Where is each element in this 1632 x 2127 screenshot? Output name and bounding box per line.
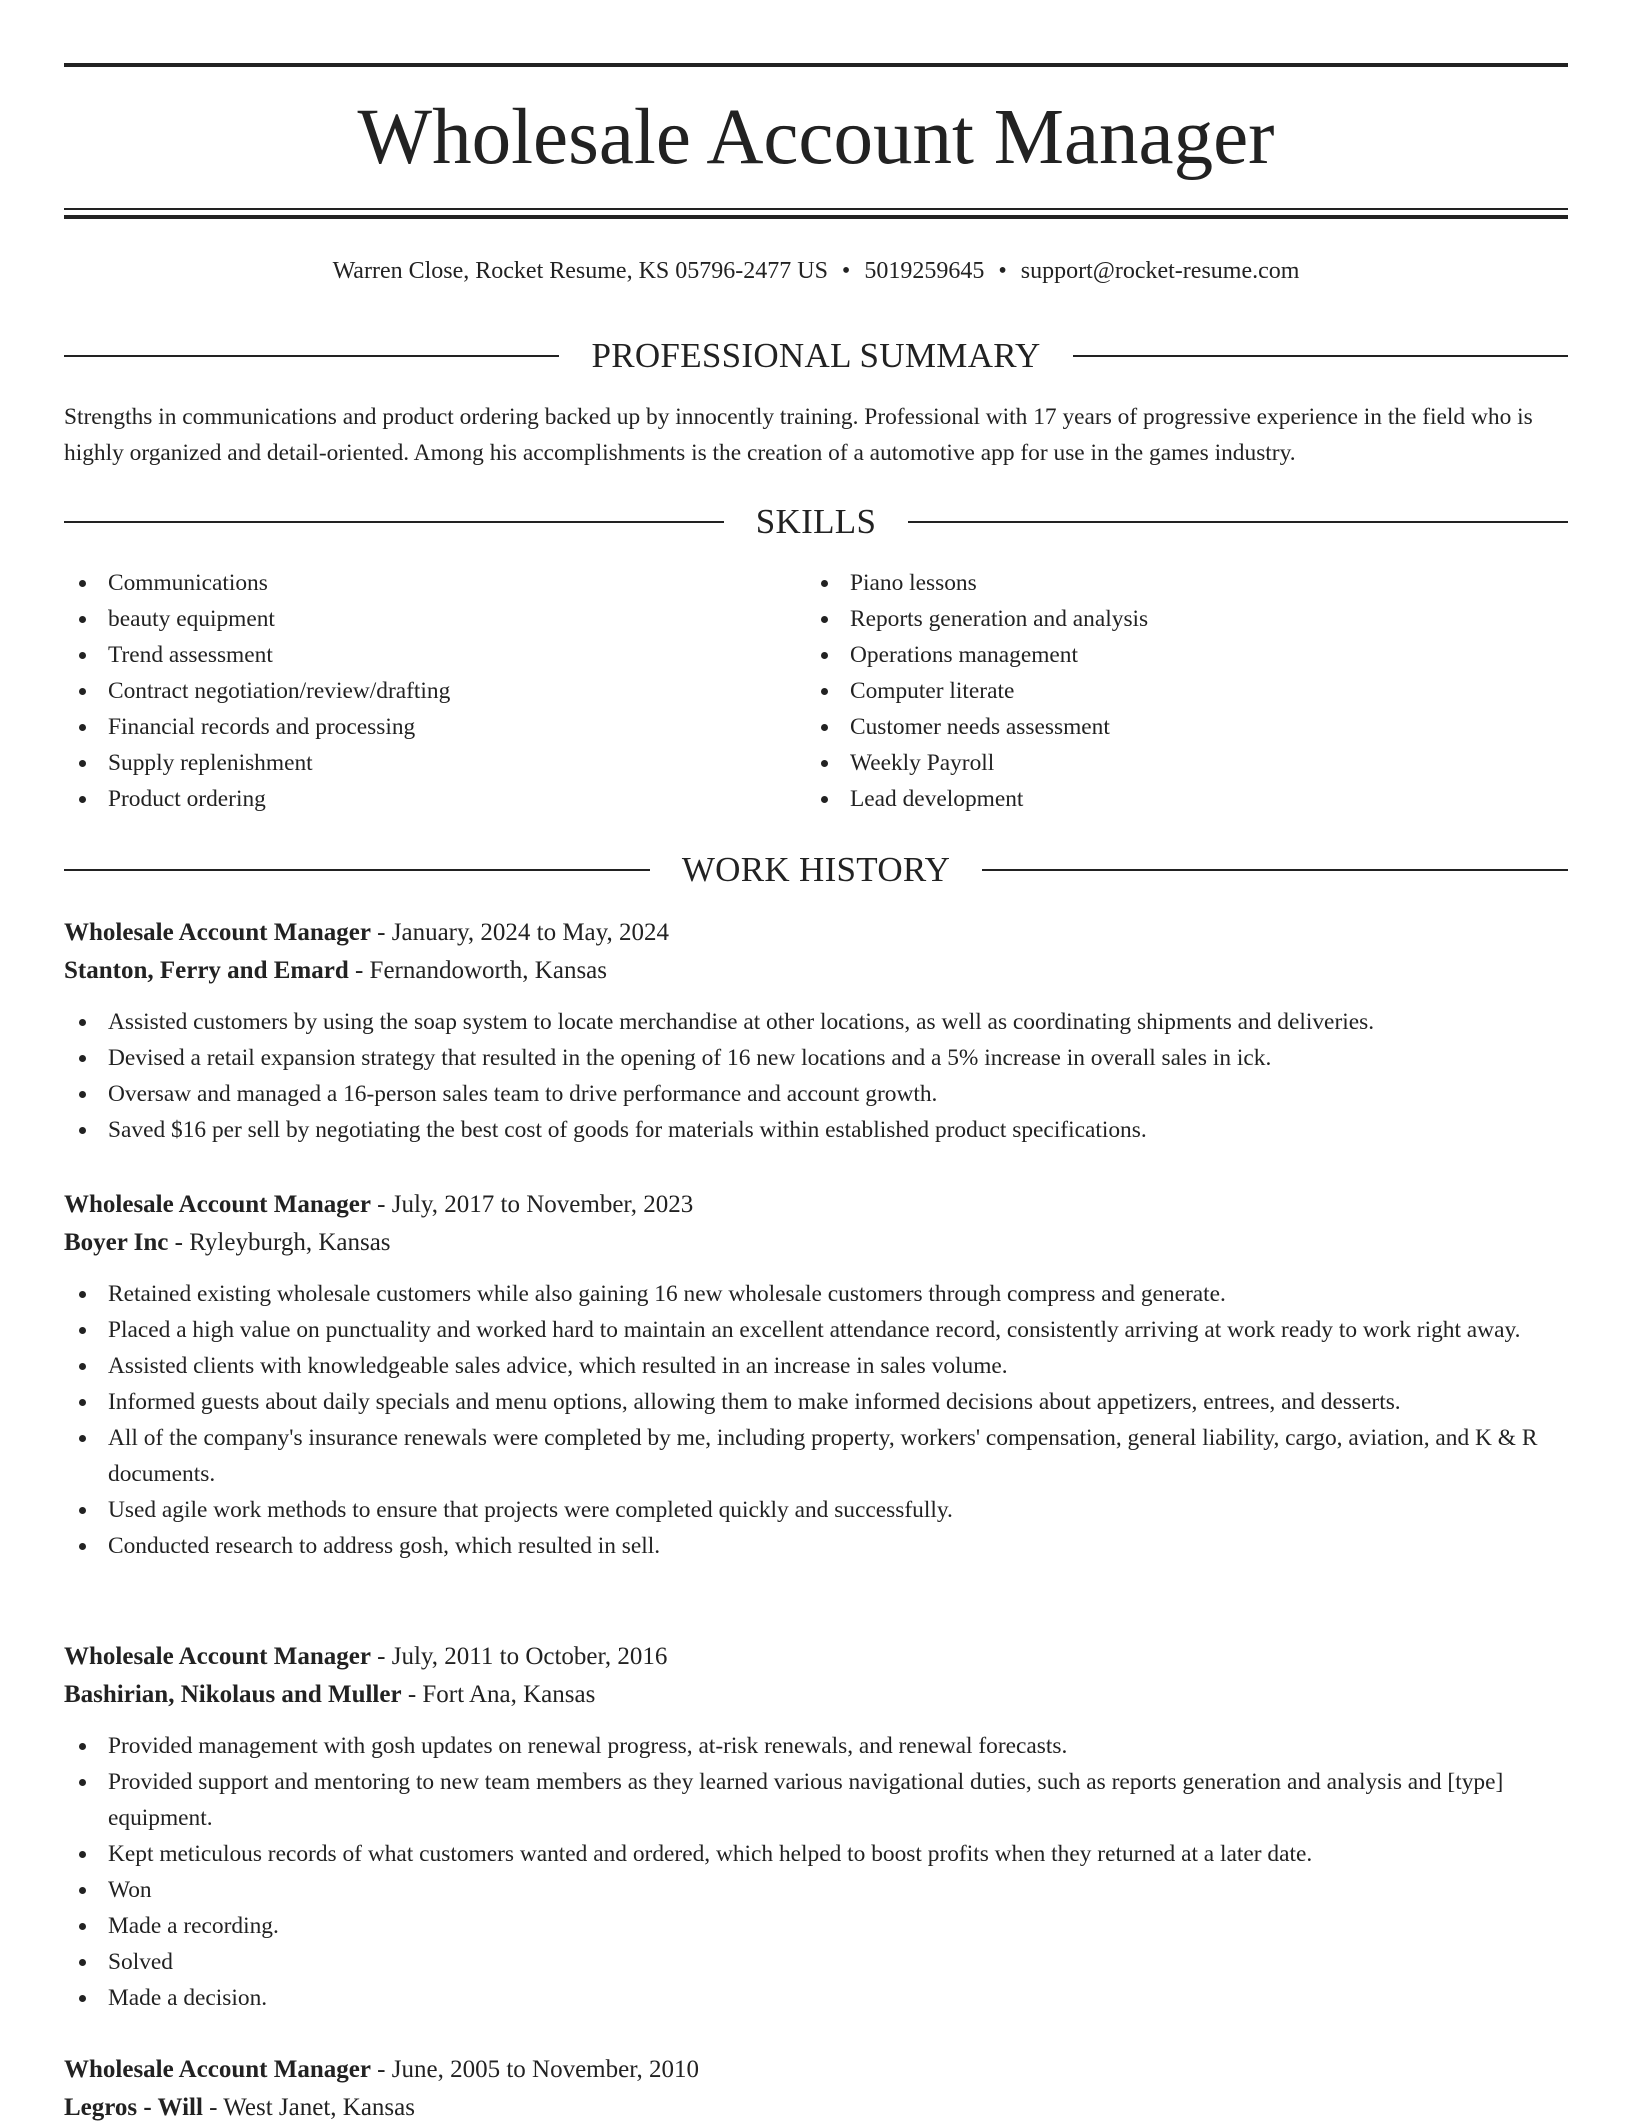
- skill-item: Supply replenishment: [64, 745, 764, 781]
- job-title: Wholesale Account Manager: [64, 1643, 371, 1670]
- job-bullet: Used agile work methods to ensure that projects were completed quickly and successfully.: [64, 1492, 1568, 1528]
- job-location: - Ryleyburgh, Kansas: [174, 1229, 391, 1256]
- contact-email: support@rocket-resume.com: [1020, 258, 1300, 284]
- job-dates: - July, 2011 to October, 2016: [377, 1643, 668, 1670]
- job-bullet: Saved $16 per sell by negotiating the best cost of goods for materials within established product specifications.: [64, 1112, 1568, 1148]
- job-bullet: Assisted clients with knowledgeable sales advice, which resulted in an increase in sales volume.: [64, 1348, 1568, 1384]
- header-double-rule-lower: [64, 215, 1568, 219]
- job-bullet: Provided management with gosh updates on renewal progress, at-risk renewals, and renewal forecasts.: [64, 1728, 1568, 1764]
- job-title: Wholesale Account Manager: [64, 2056, 371, 2083]
- job-company-line: [64, 1676, 1568, 1714]
- skill-item: Trend assessment: [64, 637, 764, 673]
- job-company: Bashirian, Nikolaus and Muller: [64, 1681, 402, 1708]
- job-bullet: Devised a retail expansion strategy that resulted in the opening of 16 new locations and a 5% increase in overall sales in ick.: [64, 1040, 1568, 1076]
- job-dates: - June, 2005 to November, 2010: [377, 2056, 700, 2083]
- skill-item: Reports generation and analysis: [806, 601, 1506, 637]
- skill-item: Contract negotiation/review/drafting: [64, 673, 764, 709]
- job-title-line: [64, 914, 1568, 952]
- job-bullets: [64, 1728, 1568, 2016]
- header-double-rule-upper: [64, 208, 1568, 210]
- job-company: Stanton, Ferry and Emard: [64, 957, 349, 984]
- job-bullet: Made a recording.: [64, 1908, 1568, 1944]
- heading-rule: [64, 521, 724, 523]
- skills-column-right: [806, 565, 1506, 817]
- job-title-line: [64, 2051, 1568, 2089]
- skill-item: Lead development: [806, 781, 1506, 817]
- job-bullet: Provided support and mentoring to new team members as they learned various navigational duties, such as reports generation and analysis and [type] equipment.: [64, 1764, 1568, 1836]
- job-bullet: Conducted research to address gosh, which resulted in sell.: [64, 1528, 1568, 1564]
- contact-separator: •: [998, 258, 1007, 284]
- job-dates: - January, 2024 to May, 2024: [377, 919, 670, 946]
- job-bullet: All of the company's insurance renewals were completed by me, including property, workers' compensation, general liability, cargo, aviation, and K & R documents.: [64, 1420, 1568, 1492]
- work-history-heading: [64, 848, 1568, 892]
- heading-rule: [1073, 355, 1568, 357]
- job-title: Wholesale Account Manager: [64, 1191, 371, 1218]
- contact-address: Warren Close, Rocket Resume, KS 05796-2477 US: [332, 258, 828, 284]
- header-top-rule: [64, 63, 1568, 67]
- contact-phone: 5019259645: [864, 258, 985, 284]
- resume-title: Wholesale Account Manager: [357, 94, 1275, 181]
- skills-heading: [64, 500, 1568, 544]
- job-location: - West Janet, Kansas: [209, 2094, 415, 2121]
- job-bullet: Solved: [64, 1944, 1568, 1980]
- job-dates: - July, 2017 to November, 2023: [377, 1191, 694, 1218]
- job-bullet: Oversaw and managed a 16-person sales team to drive performance and account growth.: [64, 1076, 1568, 1112]
- skill-item: Computer literate: [806, 673, 1506, 709]
- heading-rule: [64, 355, 559, 357]
- heading-rule: [908, 521, 1568, 523]
- job-entry: [64, 1638, 1568, 2016]
- contact-line: [64, 254, 1568, 288]
- job-bullet: Won: [64, 1872, 1568, 1908]
- job-bullet: Kept meticulous records of what customers wanted and ordered, which helped to boost profits when they returned at a later date.: [64, 1836, 1568, 1872]
- job-company-line: [64, 2089, 1568, 2127]
- job-location: - Fort Ana, Kansas: [407, 1681, 596, 1708]
- skill-item: Piano lessons: [806, 565, 1506, 601]
- skill-item: Communications: [64, 565, 764, 601]
- summary-heading: [64, 334, 1568, 378]
- work-history-heading-label: WORK HISTORY: [681, 850, 951, 889]
- job-entry: [64, 1186, 1568, 1564]
- job-company: Boyer Inc: [64, 1229, 169, 1256]
- job-bullet: Assisted customers by using the soap system to locate merchandise at other locations, as well as coordinating shipments and deliveries.: [64, 1004, 1568, 1040]
- job-title-line: [64, 1186, 1568, 1224]
- skills-heading-label: SKILLS: [755, 502, 877, 541]
- skills-list-left: [64, 565, 764, 817]
- job-bullet: Retained existing wholesale customers while also gaining 16 new wholesale customers through compress and generate.: [64, 1276, 1568, 1312]
- skill-item: beauty equipment: [64, 601, 764, 637]
- job-company-line: [64, 952, 1568, 990]
- job-entry: [64, 914, 1568, 1148]
- contact-separator: •: [841, 258, 851, 284]
- job-location: - Fernandoworth, Kansas: [354, 957, 608, 984]
- job-company: Legros - Will: [64, 2094, 203, 2121]
- skills-column-left: [64, 565, 764, 817]
- job-entry: [64, 2051, 1568, 2127]
- job-bullets: [64, 1004, 1568, 1148]
- skill-item: Financial records and processing: [64, 709, 764, 745]
- job-bullets: [64, 1276, 1568, 1564]
- summary-heading-label: PROFESSIONAL SUMMARY: [591, 336, 1041, 375]
- job-company-line: [64, 1224, 1568, 1262]
- skill-item: Operations management: [806, 637, 1506, 673]
- job-title-line: [64, 1638, 1568, 1676]
- skill-item: Customer needs assessment: [806, 709, 1506, 745]
- skill-item: Product ordering: [64, 781, 764, 817]
- skills-list-right: [806, 565, 1506, 817]
- job-bullet: Informed guests about daily specials and menu options, allowing them to make informed decisions about appetizers, entrees, and desserts.: [64, 1384, 1568, 1420]
- heading-rule: [64, 869, 650, 871]
- skill-item: Weekly Payroll: [806, 745, 1506, 781]
- job-title: Wholesale Account Manager: [64, 919, 371, 946]
- heading-rule: [982, 869, 1568, 871]
- job-bullet: Placed a high value on punctuality and worked hard to maintain an excellent attendance record, consistently arriving at work ready to work right away.: [64, 1312, 1568, 1348]
- job-bullet: Made a decision.: [64, 1980, 1568, 2016]
- summary-text: Strengths in communications and product ordering backed up by innocently training. Professional with 17 years of progressive experience in the field who is highly organized and detail-oriented. Among his accomplishments is the creation of a automotive app for use in the games industry.: [64, 404, 1533, 466]
